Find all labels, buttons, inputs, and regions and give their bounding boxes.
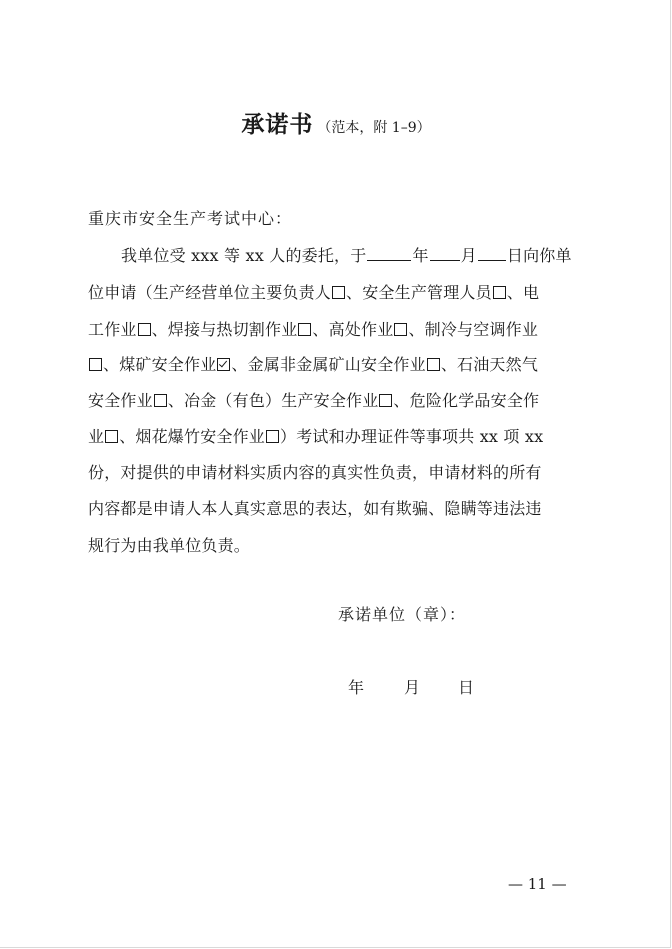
checkbox-hazardous-chemicals <box>105 430 118 443</box>
body-line-6 <box>88 424 588 447</box>
body-text: 、金属非金属矿山安全作业 <box>231 355 426 374</box>
body-text: 、危险化学品安全作 <box>393 391 540 410</box>
body-text: 日向你单 <box>506 246 572 265</box>
month-blank <box>430 246 460 261</box>
body-text: 、冶金（有色）生产安全作业 <box>167 391 379 410</box>
body-text: 业 <box>88 427 105 446</box>
body-text: 我单位受 xxx 等 xx 人的委托，于 <box>121 246 367 265</box>
checkbox-metallurgy <box>379 394 392 407</box>
body-text: 、煤矿安全作业 <box>103 355 217 374</box>
date-month-label: 月 <box>404 678 421 697</box>
addressee: 重庆市安全生产考试中心： <box>88 209 293 228</box>
checkbox-metal-mine <box>427 358 440 371</box>
body-line-5 <box>88 388 588 411</box>
body-line-2 <box>88 280 588 303</box>
checkbox-fireworks <box>266 430 279 443</box>
checkbox-principal-head <box>332 286 345 299</box>
checkbox-height-work <box>394 323 407 336</box>
day-blank <box>478 246 506 261</box>
body-text: 安全作业 <box>88 391 153 410</box>
body-line-4 <box>88 352 588 375</box>
checkbox-safety-manager <box>493 286 506 299</box>
checkbox-electrician <box>138 323 151 336</box>
title-main: 承诺书 <box>241 111 314 138</box>
body-text: 、烟花爆竹安全作业 <box>119 427 266 446</box>
body-text: ）考试和办理证件等事项共 xx 项 xx <box>280 427 544 446</box>
date-year-label: 年 <box>348 678 365 697</box>
checkbox-refrigeration <box>89 358 102 371</box>
body-text: 月 <box>460 246 477 265</box>
signature-label: 承诺单位（章）： <box>338 605 467 624</box>
body-line-9: 规行为由我单位负责。 <box>88 536 251 555</box>
document-title <box>0 106 672 139</box>
body-text: 、高处作业 <box>312 320 394 339</box>
body-text: 位申请（生产经营单位主要负责人 <box>88 283 332 302</box>
body-line-3 <box>88 317 588 340</box>
body-text: 、制冷与空调作业 <box>408 320 539 339</box>
title-subtitle: （范本，附 1–9） <box>317 120 431 136</box>
body-line-7: 份，对提供的申请材料实质内容的真实性负责，申请材料的所有 <box>88 463 542 482</box>
body-text: 年 <box>412 246 429 265</box>
checkbox-welding <box>298 323 311 336</box>
body-text: 、安全生产管理人员 <box>346 283 492 302</box>
body-line-8: 内容都是申请人本人真实意思的表达，如有欺骗、隐瞒等违法违 <box>88 499 542 518</box>
year-blank <box>367 246 411 261</box>
body-line-1 <box>88 243 588 266</box>
body-text: 工作业 <box>88 320 137 339</box>
checkbox-coal-mine <box>217 358 230 371</box>
body-text: 、石油天然气 <box>440 355 539 374</box>
body-text: 、焊接与热切割作业 <box>151 320 298 339</box>
checkbox-oil-gas <box>154 394 167 407</box>
date-day-label: 日 <box>458 678 475 697</box>
page-number: — 11 — <box>508 875 567 893</box>
body-text: 、电 <box>506 283 540 302</box>
